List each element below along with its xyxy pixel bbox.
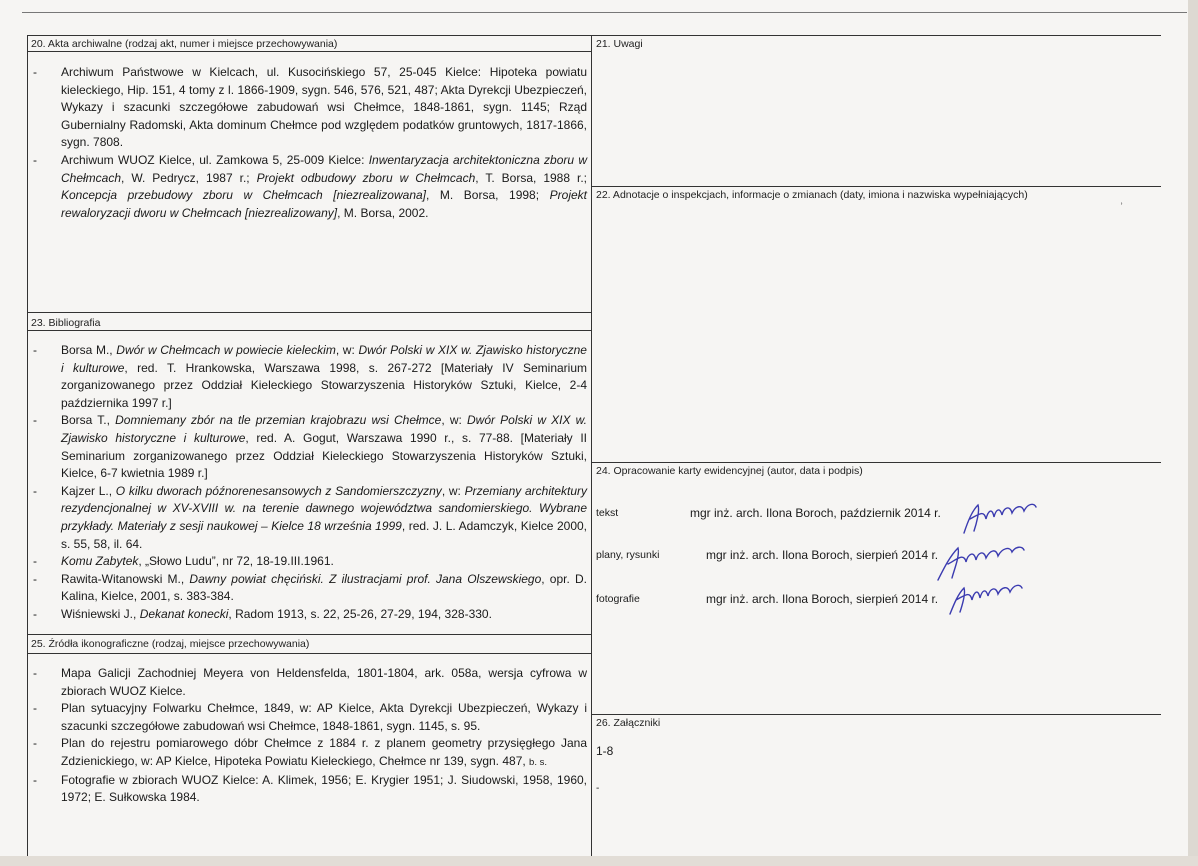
list-item: - Komu Zabytek, „Słowo Ludu”, nr 72, 18-19.III.1961.: [27, 553, 587, 571]
divider-24-26: [591, 714, 1161, 715]
section-23-list: [27, 342, 587, 624]
list-item: - Plan sytuacyjny Folwarku Chełmce, 1849, w: AP Kielce, Akta Dyrekcji Ubezpieczeń, Wykazy i szacunki szczegółowe zabudowań wsi Chełmce, 1848-1861, sygn. 1145, s. 95.: [27, 700, 587, 735]
stray-mark: ˒: [1120, 197, 1124, 208]
list-item: - Borsa M., Dwór w Chełmcach w powiecie kieleckim, w: Dwór Polski w XIX w. Zjawisko historyczne i kulturowe, red. T. Hrankowska, Warszawa 1998, s. 267-272 [Materiały IV Seminarium zorganizowanego przez Oddział Kieleckiego Stowarzyszenia Historyków Sztuki, Kielce, 2-4 października 1997 r.]: [27, 342, 587, 412]
list-item: - Rawita-Witanowski M., Dawny powiat chęciński. Z ilustracjami prof. Jana Olszewskiego, opr. D. Kalina, Kielce, 2001, s. 383-384.: [27, 571, 587, 606]
divider-22-24: [591, 462, 1161, 463]
list-item: - Plan do rejestru pomiarowego dóbr Chełmce z 1884 r. z planem geometry przysięgłego Jana Zdzienickiego, w: AP Kielce, Hipoteka Powiatu Kieleckiego, Chełmce nr 139, sygn. 487, b. s.: [27, 735, 587, 771]
row-value-photos: mgr inż. arch. Ilona Boroch, sierpień 2014 r.: [706, 592, 939, 606]
row-label-text: tekst: [596, 507, 619, 519]
signature-3: [944, 580, 1026, 620]
top-border-right: [591, 35, 1161, 36]
section-22-header: 22. Adnotacje o inspekcjach, informacje o zmianach (daty, imiona i nazwiska wypełniających): [596, 189, 1028, 201]
divider-23-25: [27, 634, 592, 635]
list-item: - Archiwum Państwowe w Kielcach, ul. Kusocińskiego 57, 25-045 Kielce: Hipoteka powiatu kieleckiego, Hip. 151, 4 tomy z l. 1866-1909, sygn. 546, 576, 521, 487; Akta Dyrekcji Ubezpieczeń, Wykazy i szacunki szczegółowe zabudowań wsi Chełmce, 1848-1861, sygn. 1145; Rząd Gubernialny Radomski, Akta dominum Chełmce pod względem podatków gruntowych, 1817-1866, sygn. 7808.: [27, 64, 587, 152]
top-rule: [22, 12, 1187, 13]
list-item: - Fotografie w zbiorach WUOZ Kielce: A. Klimek, 1956; E. Krygier 1951; J. Siudowski, 1958, 1960, 1972; E. Sułkowska 1984.: [27, 772, 587, 807]
divider-20-23: [27, 312, 592, 313]
section-21-header: 21. Uwagi: [596, 38, 643, 50]
row-label-photos: fotografie: [596, 593, 640, 605]
scan-edge-bottom: [0, 856, 1198, 866]
list-item: - Borsa T., Domniemany zbór na tle przemian krajobrazu wsi Chełmce, w: Dwór Polski w XIX w. Zjawisko historyczne i kulturowe, red. A. Gogut, Warszawa 1990 r., s. 77-88. [Materiały II Seminarium zorganizowanego przez Oddział Kieleckiego Stowarzyszenia Historyków Sztuki, Kielce, 6-7 kwietnia 1989 r.]: [27, 412, 587, 482]
section-20-list: [27, 64, 587, 222]
section-23-header: 23. Bibliografia: [31, 317, 101, 329]
list-item: - Archiwum WUOZ Kielce, ul. Zamkowa 5, 25-009 Kielce: Inwentaryzacja architektoniczna zboru w Chełmcach, W. Pedrycz, 1987 r.; Projekt odbudowy zboru w Chełmcach, T. Borsa, 1988 r.; Koncepcja przebudowy zboru w Chełmcach [niezrealizowana], M. Borsa, 1998; Projekt rewaloryzacji dworu w Chełmcach [niezrealizowany], M. Borsa, 2002.: [27, 152, 587, 222]
section-20-header: 20. Akta archiwalne (rodzaj akt, numer i miejsce przechowywania): [31, 38, 338, 50]
list-item: - Mapa Galicji Zachodniej Meyera von Heldensfelda, 1801-1804, ark. 058a, wersja cyfrowa w zbiorach WUOZ Kielce.: [27, 665, 587, 700]
section-26-header: 26. Załączniki: [596, 717, 661, 729]
header-rule-20: [27, 51, 592, 52]
row-value-text: mgr inż. arch. Ilona Boroch, październik 2014 r.: [690, 506, 941, 520]
signature-2: [930, 538, 1030, 586]
signature-1: [958, 497, 1040, 539]
stray-dash: -: [596, 783, 600, 794]
list-item: - Kajzer L., O kilku dworach późnorenesansowych z Sandomierszczyzny, w: Przemiany architektury rezydencjonalnej w XV-XVIII w. na terenie dawnego województwa sandomierskiego. Wybrane przykłady. Materiały z sesji naukowej – Kielce 18 września 1999, red. J. L. Adamczyk, Kielce 2000, s. 55, 58, il. 64.: [27, 483, 587, 553]
section-24-header: 24. Opracowanie karty ewidencyjnej (autor, data i podpis): [596, 465, 863, 477]
row-label-plans: plany, rysunki: [596, 549, 660, 561]
section-25-list: [27, 665, 587, 807]
header-rule-25: [27, 653, 592, 654]
section-25-header: 25. Źródła ikonograficzne (rodzaj, miejsce przechowywania): [31, 638, 310, 650]
divider-21-22: [591, 186, 1161, 187]
header-rule-23: [27, 330, 592, 331]
scan-edge-right: [1188, 0, 1198, 866]
list-item: - Wiśniewski J., Dekanat konecki, Radom 1913, s. 22, 25-26, 27-29, 194, 328-330.: [27, 606, 587, 624]
row-value-plans: mgr inż. arch. Ilona Boroch, sierpień 2014 r.: [706, 548, 939, 562]
attachments-value: 1-8: [596, 744, 614, 758]
